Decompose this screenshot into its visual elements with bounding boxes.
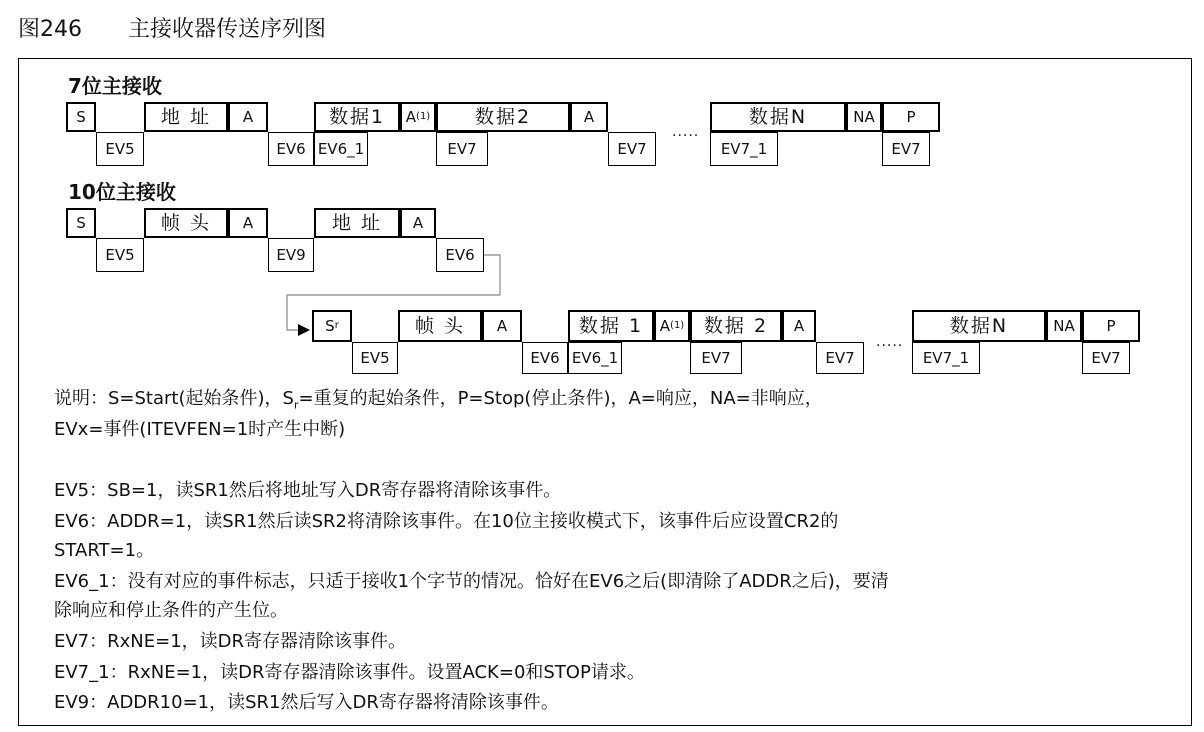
note-ev6-1-line-1: EV6_1：没有对应的事件标志，只适于接收1个字节的情况。恰好在EV6之后(即清除了ADDR之后)，要清 xyxy=(54,571,889,592)
tb-ev6-label: EV6 xyxy=(445,245,475,264)
ev5-box xyxy=(96,132,144,166)
ev7-1-box xyxy=(710,132,778,166)
note-ev6-line-2: START=1。 xyxy=(54,540,155,561)
legend-1-pre: 说明：S=Start(起始条件)，S xyxy=(54,388,294,409)
tb2-ev6-box xyxy=(522,342,568,374)
tb2-ev7-label-2: EV7 xyxy=(825,348,855,367)
tb2-ev7-box xyxy=(690,342,742,374)
legend-1-sub: r xyxy=(293,398,299,412)
tb2-dataN-box xyxy=(912,310,1046,342)
repeated-start-label: S xyxy=(325,316,335,335)
dataN-box xyxy=(710,102,846,132)
figure-title: 主接收器传送序列图 xyxy=(128,17,327,42)
ev6-box xyxy=(268,132,314,166)
ack-footnote-box xyxy=(400,102,436,132)
ev6-label: EV6 xyxy=(276,139,306,158)
address-label: 地 址 xyxy=(160,105,212,128)
tb-start-label: S xyxy=(76,213,86,232)
tb2-ack-box xyxy=(482,310,522,342)
ev7-label-2: EV7 xyxy=(617,139,647,158)
seven-bit-heading: 7位主接收 xyxy=(68,74,162,98)
repeated-start-sub: r xyxy=(334,320,339,331)
data1-label: 数据1 xyxy=(328,105,386,128)
tb2-ev6-1-label: EV6_1 xyxy=(571,348,619,367)
tb-ev5-box xyxy=(96,238,144,272)
tb2-ev5-box xyxy=(352,342,398,374)
tb2-ack-box-2 xyxy=(782,310,816,342)
note-ev6-line-1: EV6：ADDR=1，读SR1然后读SR2将清除该事件。在10位主接收模式下，该事件后应设置CR2的 xyxy=(54,511,839,532)
tb-address-label: 地 址 xyxy=(331,211,383,234)
tb2-header-box xyxy=(398,310,482,342)
ev7-1-label: EV7_1 xyxy=(720,139,768,158)
tb2-footnote-mark: (1) xyxy=(670,320,685,331)
tb-start-box xyxy=(66,208,96,238)
ack-footnote-label: A xyxy=(405,107,417,126)
ellipsis: ..... xyxy=(672,124,700,140)
ev7-label: EV7 xyxy=(447,139,477,158)
legend-line-1 xyxy=(54,390,823,411)
legend-1-post: =重复的起始条件，P=Stop(停止条件)，A=响应，NA=非响应， xyxy=(298,388,823,409)
footnote-mark: (1) xyxy=(416,111,431,122)
tb2-ev6-label: EV6 xyxy=(530,348,560,367)
tb2-ev6-1-box xyxy=(568,342,622,374)
tb2-stop-label: P xyxy=(1106,316,1116,335)
start-box xyxy=(66,102,96,132)
tb2-ellipsis: ..... xyxy=(876,334,904,350)
tb2-ev7-box-2 xyxy=(816,342,864,374)
tb2-header-label: 帧 头 xyxy=(414,314,466,337)
data2-label: 数据2 xyxy=(474,105,532,128)
tb-ev9-box xyxy=(268,238,314,272)
data2-box xyxy=(436,102,570,132)
tb-header-label: 帧 头 xyxy=(160,211,212,234)
stop-box xyxy=(882,102,940,132)
data1-box xyxy=(314,102,400,132)
tb2-stop-box xyxy=(1082,310,1140,342)
tb2-data1-label: 数据 1 xyxy=(578,314,644,337)
tb2-ev7-1-label: EV7_1 xyxy=(922,348,970,367)
tb2-nack-label: NA xyxy=(1053,316,1075,335)
start-label: S xyxy=(76,107,86,126)
ev7-box xyxy=(436,132,488,166)
ev7-box-2 xyxy=(608,132,656,166)
figure-number: 图246 xyxy=(18,17,82,42)
tb2-ev7-label: EV7 xyxy=(701,348,731,367)
ack-box-2 xyxy=(570,102,608,132)
repeated-start-box xyxy=(312,310,352,342)
tb2-data2-box xyxy=(690,310,782,342)
tb2-ev5-label: EV5 xyxy=(360,348,390,367)
stop-label: P xyxy=(906,107,916,126)
tb2-data2-label: 数据 2 xyxy=(703,314,769,337)
tb-ev5-label: EV5 xyxy=(105,245,135,264)
note-ev7: EV7：RxNE=1，读DR寄存器清除该事件。 xyxy=(54,631,407,652)
ev6-1-box xyxy=(314,132,368,166)
nack-label: NA xyxy=(853,107,875,126)
ack-box xyxy=(228,102,268,132)
ev7-label-3: EV7 xyxy=(891,139,921,158)
dataN-label: 数据N xyxy=(748,105,808,128)
ack-label-2: A xyxy=(583,107,595,126)
tb-ev6-box xyxy=(436,238,484,272)
ev6-1-label: EV6_1 xyxy=(317,139,365,158)
note-ev9: EV9：ADDR10=1，读SR1然后写入DR寄存器将清除该事件。 xyxy=(54,692,559,713)
ten-bit-heading: 10位主接收 xyxy=(68,180,176,204)
tb2-ack-footnote-label: A xyxy=(659,316,671,335)
tb2-ack-label: A xyxy=(496,316,508,335)
ack-label: A xyxy=(242,107,254,126)
tb2-ev7-box-3 xyxy=(1082,342,1130,374)
tb-ack-label: A xyxy=(242,213,254,232)
tb-ev9-label: EV9 xyxy=(276,245,306,264)
note-ev5: EV5：SB=1，读SR1然后将地址写入DR寄存器将清除该事件。 xyxy=(54,480,562,501)
legend-line-2: EVx=事件(ITEVFEN=1时产生中断) xyxy=(54,419,346,440)
ev5-label: EV5 xyxy=(105,139,135,158)
tb2-ack-footnote-box xyxy=(654,310,690,342)
tb2-ack-label-2: A xyxy=(793,316,805,335)
tb2-dataN-label: 数据N xyxy=(949,314,1009,337)
note-ev7-1: EV7_1：RxNE=1，读DR寄存器清除该事件。设置ACK=0和STOP请求。 xyxy=(54,662,645,683)
tb-ack-label-2: A xyxy=(412,213,424,232)
tb-address-box xyxy=(314,208,400,238)
tb-ack-box-2 xyxy=(400,208,436,238)
nack-box xyxy=(846,102,882,132)
tb2-data1-box xyxy=(568,310,654,342)
tb2-ev7-1-box xyxy=(912,342,980,374)
tb-ack-box xyxy=(228,208,268,238)
note-ev6-1-line-2: 除响应和停止条件的产生位。 xyxy=(54,600,288,621)
tb2-ev7-label-3: EV7 xyxy=(1091,348,1121,367)
tb2-nack-box xyxy=(1046,310,1082,342)
tb-header-box xyxy=(144,208,228,238)
ev7-box-3 xyxy=(882,132,930,166)
address-box xyxy=(144,102,228,132)
